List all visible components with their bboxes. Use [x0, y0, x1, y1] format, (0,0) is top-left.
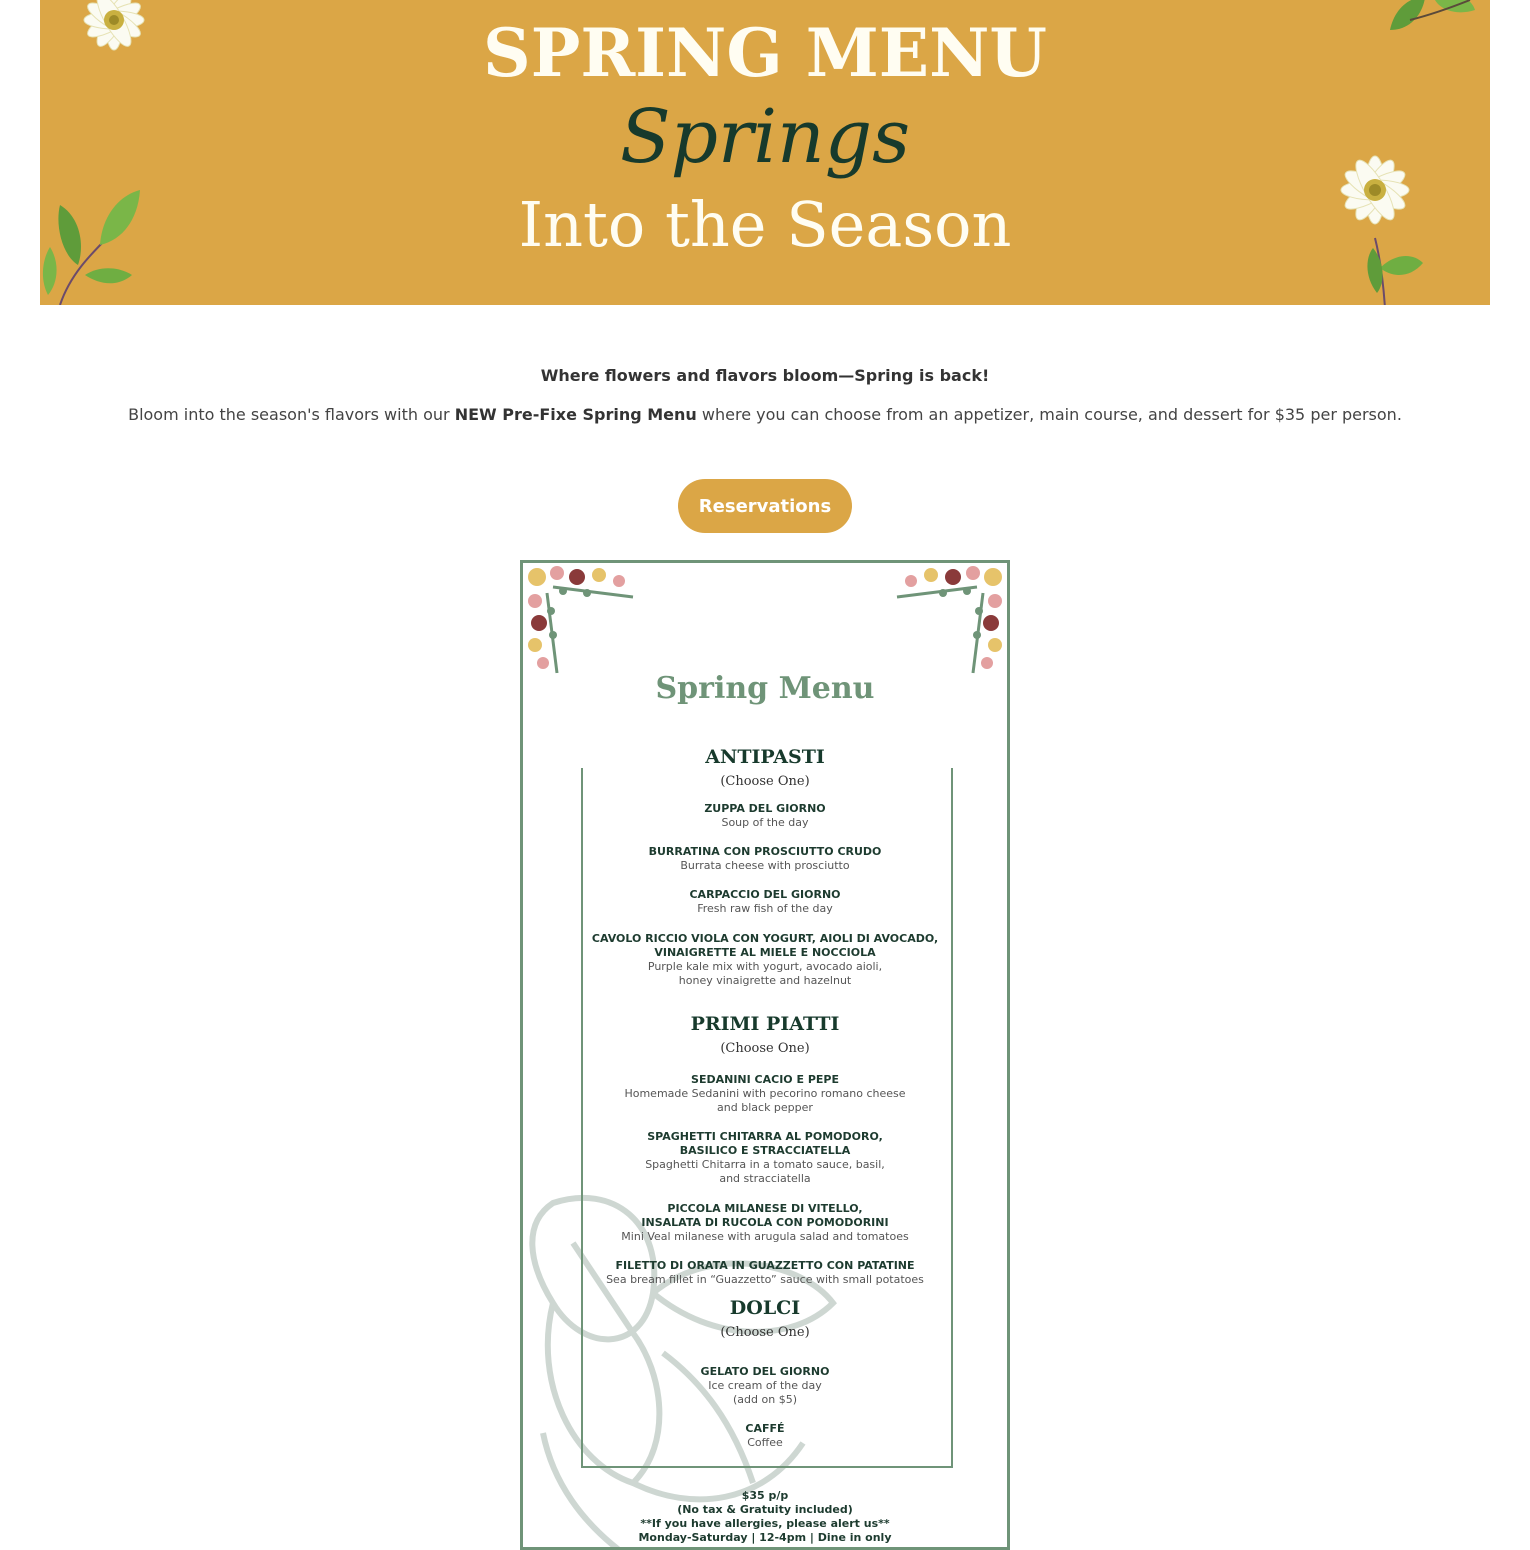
menu-card-image: [520, 560, 1010, 1550]
menu-item-name: ZUPPA DEL GIORNO: [704, 802, 826, 815]
section-note: (Choose One): [720, 774, 810, 789]
menu-item-name: CARPACCIO DEL GIORNO: [689, 888, 841, 901]
menu-item: [523, 1422, 1007, 1450]
menu-item: [523, 932, 1007, 988]
menu-item-desc: Burrata cheese with prosciutto: [680, 859, 850, 872]
menu-item: [523, 1259, 1007, 1287]
menu-item-name: SEDANINI CACIO E PEPE: [691, 1073, 839, 1086]
menu-item-desc: Fresh raw fish of the day: [697, 902, 833, 915]
menu-item: [523, 1202, 1007, 1244]
section-note: (Choose One): [720, 1041, 810, 1056]
menu-item: [523, 1365, 1007, 1407]
menu-item-name: CAFFÉ: [745, 1422, 785, 1435]
menu-item-desc: Spaghetti Chitarra in a tomato sauce, basil, and stracciatella: [645, 1158, 885, 1185]
section-note: (Choose One): [720, 1325, 810, 1340]
menu-footer-note: Monday-Saturday | 12-4pm | Dine in only: [638, 1531, 892, 1544]
intro-headline: Where flowers and flavors bloom—Spring is back!: [540, 366, 990, 385]
menu-item-desc: Homemade Sedanini with pecorino romano cheese and black pepper: [624, 1087, 906, 1114]
menu-item-name: BURRATINA CON PROSCIUTTO CRUDO: [648, 845, 882, 858]
floral-corner-icon: [887, 563, 1007, 683]
menu-item-desc: Mini Veal milanese with arugula salad and tomatoes: [621, 1230, 909, 1243]
section-title-dolci: DOLCI: [729, 1297, 801, 1319]
menu-inner-frame: [581, 768, 953, 1468]
menu-item-desc: Coffee: [747, 1436, 783, 1449]
menu-footer-note: (No tax & Gratuity included): [677, 1503, 853, 1516]
section-title-antipasti: ANTIPASTI: [705, 746, 825, 768]
hero-banner: [40, 0, 1490, 305]
floral-corner-icon: [523, 563, 643, 683]
menu-item-desc: Soup of the day: [721, 816, 809, 829]
menu-item-desc: Purple kale mix with yogurt, avocado aioli, honey vinaigrette and hazelnut: [647, 960, 883, 987]
menu-item: [523, 845, 1007, 873]
menu-item-name: PICCOLA MILANESE DI VITELLO, INSALATA DI RUCOLA CON POMODORINI: [641, 1202, 889, 1229]
menu-item-name: CAVOLO RICCIO VIOLA CON YOGURT, AIOLI DI AVOCADO, VINAIGRETTE AL MIELE E NOCCIOLA: [591, 932, 939, 959]
intro-paragraph: [0, 405, 1530, 424]
menu-item: [523, 1073, 1007, 1115]
intro-bold-text: NEW Pre-Fixe Spring Menu: [454, 405, 697, 424]
menu-footer-note: **If you have allergies, please alert us**: [640, 1517, 890, 1530]
hero-subtitle: Into the Season: [518, 188, 1012, 261]
intro-text: Bloom into the season's flavors with our: [128, 405, 455, 424]
menu-card-title: Spring Menu: [655, 671, 875, 706]
menu-item: [523, 1130, 1007, 1186]
section-title-primi-piatti: PRIMI PIATTI: [690, 1013, 840, 1035]
menu-item-name: FILETTO DI ORATA IN GUAZZETTO CON PATATINE: [615, 1259, 915, 1272]
menu-price: $35 p/p: [741, 1489, 789, 1502]
hero-script-title: Springs: [619, 94, 911, 180]
menu-item-desc: Ice cream of the day (add on $5): [708, 1379, 822, 1406]
menu-item-name: GELATO DEL GIORNO: [700, 1365, 830, 1378]
menu-item: [523, 888, 1007, 916]
menu-item-name: SPAGHETTI CHITARRA AL POMODORO, BASILICO E STRACCIATELLA: [647, 1130, 883, 1157]
reservations-button[interactable]: Reservations: [678, 479, 852, 533]
menu-item: [523, 802, 1007, 830]
hero-title: SPRING MENU: [483, 14, 1047, 92]
intro-text: where you can choose from an appetizer, main course, and dessert for $35 per person.: [696, 405, 1402, 424]
menu-item-desc: Sea bream fillet in “Guazzetto” sauce with small potatoes: [606, 1273, 924, 1286]
